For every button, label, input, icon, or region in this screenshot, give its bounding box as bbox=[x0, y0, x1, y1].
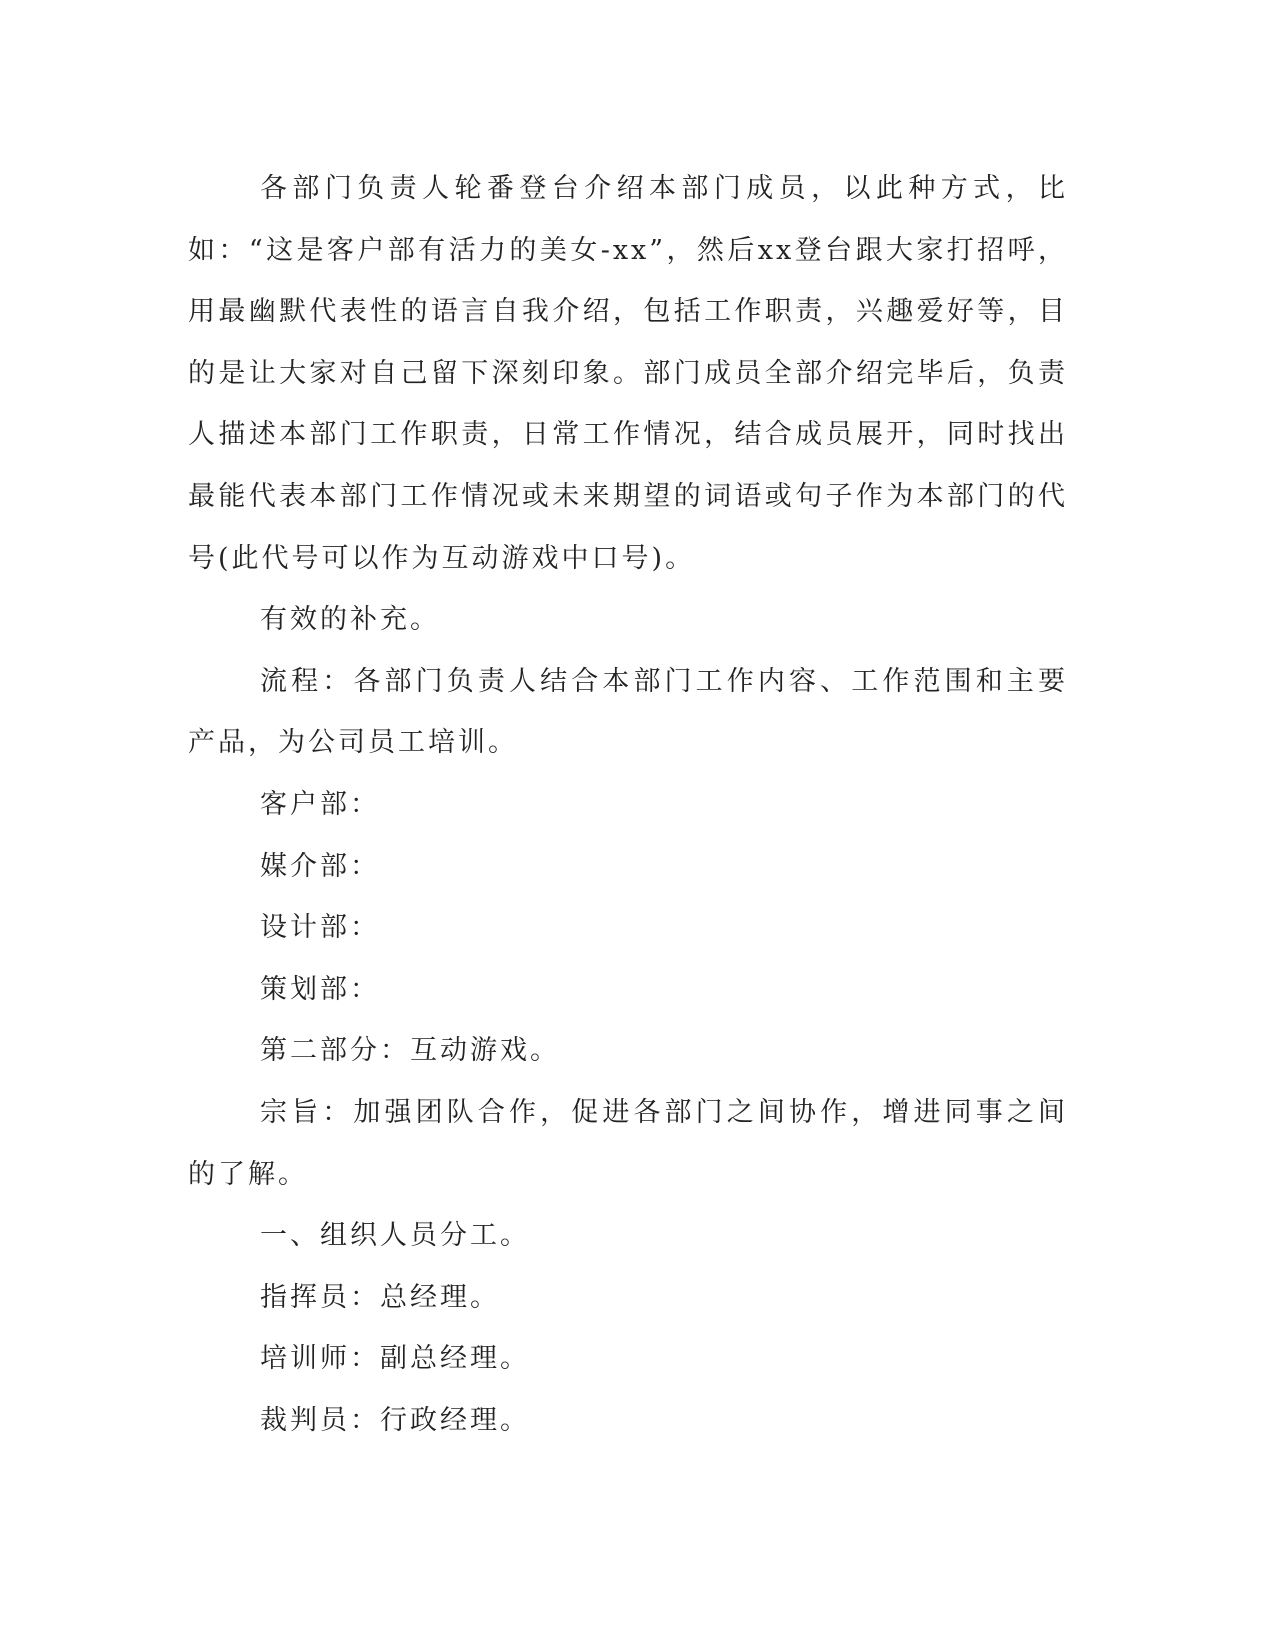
paragraph-commander: 指挥员：总经理。 bbox=[260, 1281, 500, 1313]
paragraph-staff-division: 一、组织人员分工。 bbox=[260, 1220, 530, 1252]
paragraph-media-dept: 媒介部： bbox=[260, 850, 380, 882]
paragraph-trainer: 培训师：副总经理。 bbox=[260, 1343, 530, 1375]
paragraph-planning-dept: 策划部： bbox=[260, 973, 380, 1005]
paragraph-client-dept: 客户部： bbox=[260, 788, 380, 820]
document-body bbox=[188, 158, 1068, 1451]
paragraph-intro: 各部门负责人轮番登台介绍本部门成员，以此种方式，比如：“这是客户部有活力的美女-xx”，然后xx登台跟大家打招呼，用最幽默代表性的语言自我介绍，包括工作职责，兴趣爱好等，目的是让大家对自己留下深刻印象。部门成员全部介绍完毕后，负责人描述本部门工作职责，日常工作情况，结合成员展开，同时找出最能代表本部门工作情况或未来期望的词语或句子作为本部门的代号(此代号可以作为互动游戏中口号)。 bbox=[188, 173, 1068, 574]
paragraph-design-dept: 设计部： bbox=[260, 912, 380, 944]
paragraph-purpose: 宗旨：加强团队合作，促进各部门之间协作，增进同事之间的了解。 bbox=[188, 1096, 1068, 1190]
paragraph-supplement: 有效的补充。 bbox=[260, 604, 440, 636]
paragraph-process: 流程：各部门负责人结合本部门工作内容、工作范围和主要产品，为公司员工培训。 bbox=[188, 665, 1068, 759]
paragraph-referee: 裁判员：行政经理。 bbox=[260, 1404, 530, 1436]
paragraph-part-two: 第二部分：互动游戏。 bbox=[260, 1035, 560, 1067]
